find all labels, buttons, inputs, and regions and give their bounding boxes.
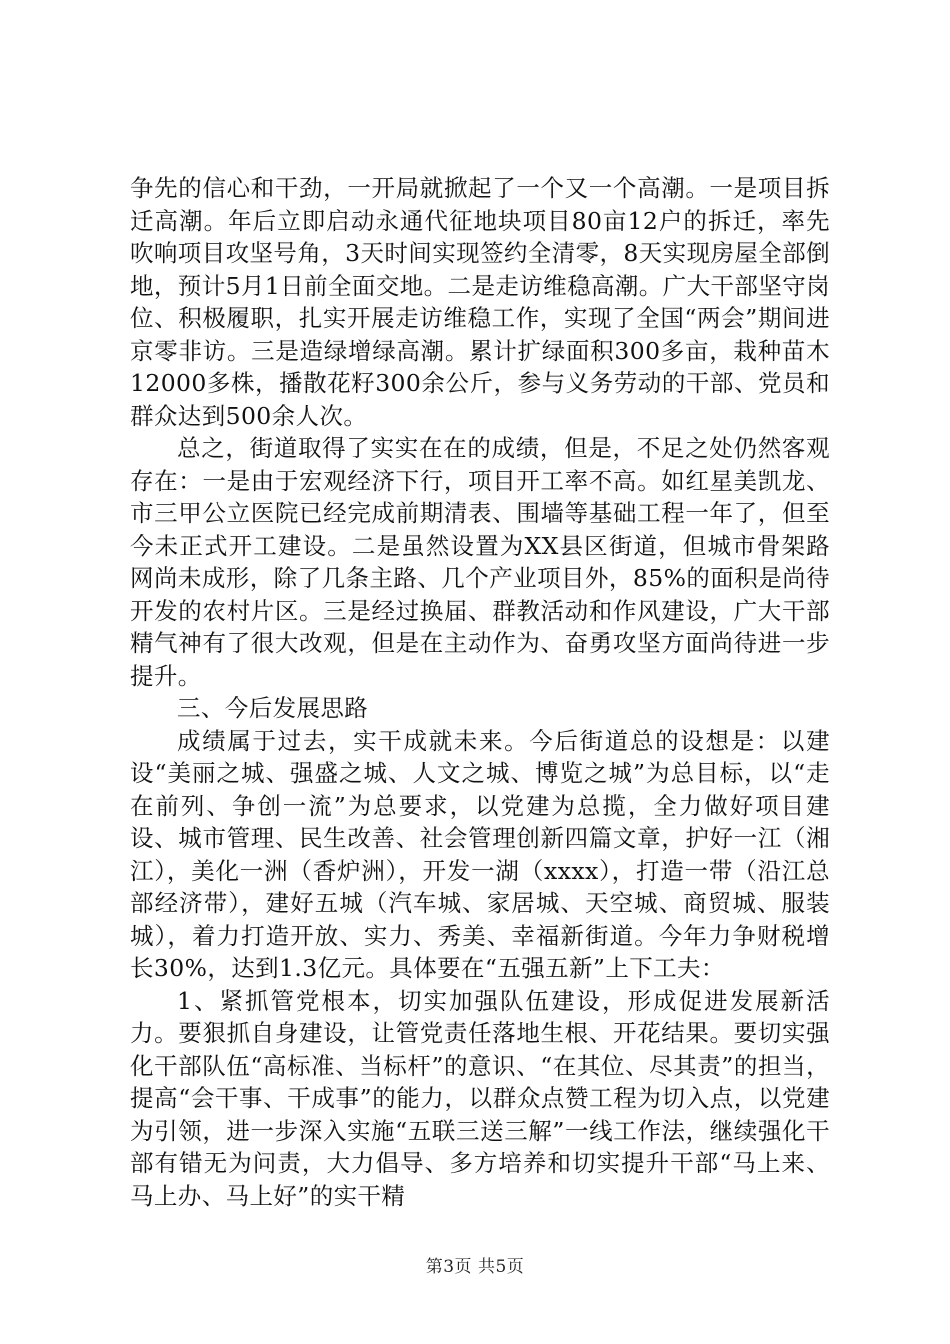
paragraph-overall-plan: 成绩属于过去，实干成就未来。今后街道总的设想是：以建设“美丽之城、强盛之城、人文之城、博览之城”为总目标，以“走在前列、争创一流”为总要求，以党建为总揽，全力做好项目建设、城市管理、民生改善、社会管理创新四篇文章，护好一江（湘江），美化一洲（香炉洲），开发一湖（xxxx），打造一带（沿江总部经济带），建好五城（汽车城、家居城、天空城、商贸城、服装城），着力打造开放、实力、秀美、幸福新街道。今年力争财税增长30%，达到1.3亿元。具体要在“五强五新”上下工夫： — [130, 726, 830, 982]
paragraph-shortcomings: 总之，街道取得了实实在在的成绩，但是，不足之处仍然客观存在：一是由于宏观经济下行，项目开工率不高。如红星美凯龙、市三甲公立医院已经完成前期清表、围墙等基础工程一年了，但至今未正式开工建设。二是虽然设置为XX县区街道，但城市骨架路网尚未成形，除了几条主路、几个产业项目外，85%的面积是尚待开发的农村片区。三是经过换届、群教活动和作风建设，广大干部精气神有了很大改观，但是在主动作为、奋勇攻坚方面尚待进一步提升。 — [130, 434, 830, 690]
page-number-footer: 第3页 共5页 — [425, 1257, 525, 1277]
document-body — [130, 172, 830, 1212]
paragraph-project-climax: 争先的信心和干劲，一开局就掀起了一个又一个高潮。一是项目拆迁高潮。年后立即启动永通代征地块项目80亩12户的拆迁，率先吹响项目攻坚号角，3天时间实现签约全清零，8天实现房屋全部倒地，预计5月1日前全面交地。二是走访维稳高潮。广大干部坚守岗位、积极履职，扎实开展走访维稳工作，实现了全国“两会”期间进京零非访。三是造绿增绿高潮。累计扩绿面积300多亩，栽种苗木12000多株，播散花籽300余公斤，参与义务劳动的干部、党员和群众达到500余人次。 — [130, 174, 830, 430]
paragraph-party-building: 1、紧抓管党根本，切实加强队伍建设，形成促进发展新活力。要狠抓自身建设，让管党责任落地生根、开花结果。要切实强化干部队伍“高标准、当标杆”的意识、“在其位、尽其责”的担当，提高“会干事、干成事”的能力，以群众点赞工程为切入点，以党建为引领，进一步深入实施“五联三送三解”一线工作法，继续强化干部有错无为问责，大力倡导、多方培养和切实提升干部“马上来、马上办、马上好”的实干精 — [130, 986, 830, 1210]
section-heading-future-development: 三、今后发展思路 — [177, 694, 369, 722]
